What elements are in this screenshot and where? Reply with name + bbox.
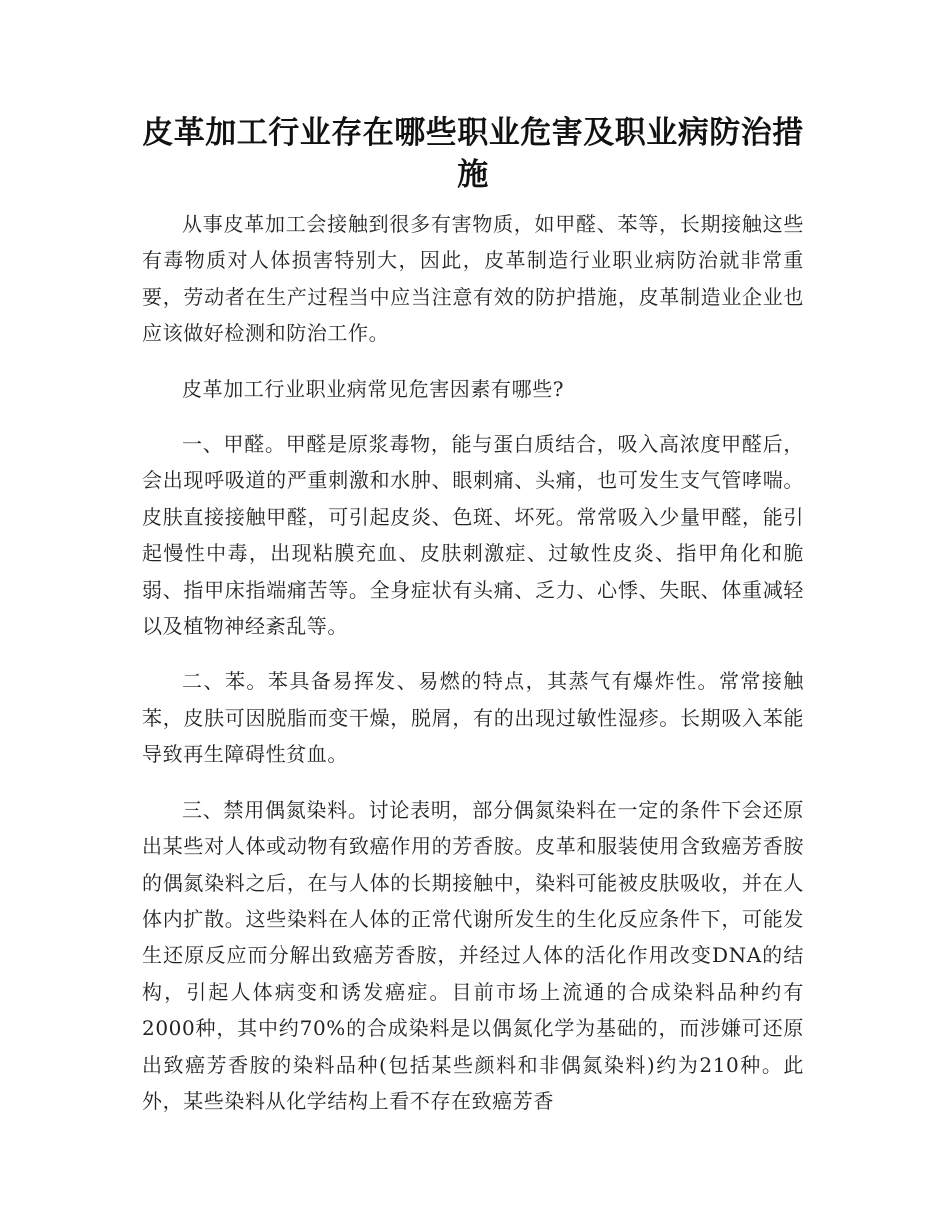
paragraph-intro: 从事皮革加工会接触到很多有害物质，如甲醛、苯等，长期接触这些有毒物质对人体损害特别大，因此，皮革制造行业职业病防治就非常重要，劳动者在生产过程当中应当注意有效的防护措施，皮革制造业企业也应该做好检测和防治工作。 bbox=[142, 212, 804, 346]
paragraph-formaldehyde: 一、甲醛。甲醛是原浆毒物，能与蛋白质结合，吸入高浓度甲醛后，会出现呼吸道的严重刺激和水肿、眼刺痛、头痛，也可发生支气管哮喘。皮肤直接接触甲醛，可引起皮炎、色斑、坏死。常常吸入少量甲醛，能引起慢性中毒，出现粘膜充血、皮肤刺激症、过敏性皮炎、指甲角化和脆弱、指甲床指端痛苦等。全身症状有头痛、乏力、心悸、失眠、体重减轻以及植物神经紊乱等。 bbox=[142, 432, 804, 639]
document-title: 皮革加工行业存在哪些职业危害及职业病防治措施 bbox=[142, 115, 804, 193]
paragraph-azo-dyes: 三、禁用偶氮染料。讨论表明，部分偶氮染料在一定的条件下会还原出某些对人体或动物有致癌作用的芳香胺。皮革和服装使用含致癌芳香胺的偶氮染料之后，在与人体的长期接触中，染料可能被皮肤吸收，并在人体内扩散。这些染料在人体的正常代谢所发生的生化反应条件下，可能发生还原反应而分解出致癌芳香胺，并经过人体的活化作用改变DNA的结构，引起人体病变和诱发癌症。目前市场上流通的合成染料品种约有2000种，其中约70%的合成染料是以偶氮化学为基础的，而涉嫌可还原出致癌芳香胺的染料品种(包括某些颜料和非偶氮染料)约为210种。此外，某些染料从化学结构上看不存在致癌芳香 bbox=[142, 797, 804, 1113]
paragraph-question: 皮革加工行业职业病常见危害因素有哪些? bbox=[182, 376, 565, 401]
paragraph-benzene: 二、苯。苯具备易挥发、易燃的特点，其蒸气有爆炸性。常常接触苯，皮肤可因脱脂而变干燥，脱屑，有的出现过敏性湿疹。长期吸入苯能导致再生障碍性贫血。 bbox=[142, 669, 804, 767]
document-page bbox=[142, 112, 804, 1138]
